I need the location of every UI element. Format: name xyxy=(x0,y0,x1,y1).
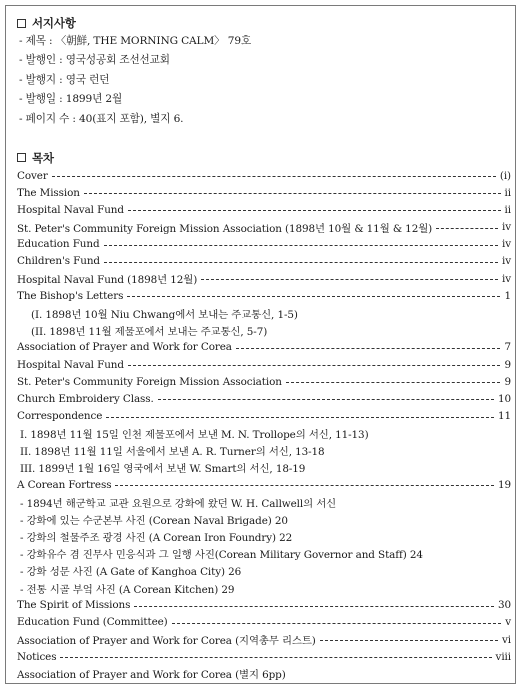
toc-entry-title: Hospital Naval Fund (1898년 12월) xyxy=(17,274,198,287)
toc-entry xyxy=(17,253,511,270)
toc-entry-title: - 강화에 있는 수군본부 사진 (Corean Naval Brigade) 20 xyxy=(20,514,288,527)
bibliographic-publisher-line: - 발행인 : 영국성공회 조선선교회 xyxy=(19,54,170,67)
toc-dash-leader xyxy=(172,623,502,624)
toc-entry-page: 11 xyxy=(497,410,511,423)
toc-entry xyxy=(17,184,511,201)
toc-dash-leader xyxy=(201,279,498,280)
toc-entry-title: The Bishop's Letters xyxy=(17,289,124,302)
toc-entry xyxy=(17,614,511,631)
toc-entry xyxy=(17,167,511,184)
toc-entry-title: (II. 1898년 11월 제물포에서 보내는 주교통신, 5-7) xyxy=(31,325,268,338)
toc-entry-title: - 강화의 철물주조 광경 사진 (A Corean Iron Foundry) 22 xyxy=(20,531,293,544)
contents-heading xyxy=(17,149,511,167)
toc-entry-title: St. Peter's Community Foreign Mission Association xyxy=(17,375,282,388)
toc-entry-page: viii xyxy=(495,650,511,663)
toc-entry-page: iv xyxy=(502,221,511,234)
toc-entry xyxy=(17,408,511,425)
toc-entry-page: (i) xyxy=(499,169,511,182)
toc-entry-title: Education Fund xyxy=(17,238,100,251)
toc-dash-leader xyxy=(134,606,494,607)
toc-entry-page: v xyxy=(505,616,511,629)
toc-entry-page: ii xyxy=(504,186,511,199)
toc-entry xyxy=(17,339,511,356)
toc-dash-leader xyxy=(104,262,498,263)
toc-entry-title: III. 1899년 1월 16일 영국에서 보낸 W. Smart의 서신, 18-19 xyxy=(20,463,306,476)
toc-dash-leader xyxy=(60,657,491,658)
toc-dash-leader xyxy=(286,382,501,383)
toc-entry xyxy=(17,219,511,236)
toc-entry-title: Education Fund (Committee) xyxy=(17,616,168,629)
toc-entry-title: Cover xyxy=(17,169,48,182)
toc-entry xyxy=(17,545,511,562)
toc-entry-title: Correspondence xyxy=(17,410,103,423)
toc-entry xyxy=(17,476,511,493)
toc-entry xyxy=(17,562,511,579)
toc-entry xyxy=(17,511,511,528)
checkbox-square-icon xyxy=(17,19,26,28)
document-frame xyxy=(5,5,516,684)
toc-dash-leader xyxy=(106,417,494,418)
toc-entry-page: ii xyxy=(504,203,511,216)
toc-entry-title: St. Peter's Community Foreign Mission Association (1898년 10월 & 11월 & 12월) xyxy=(17,222,433,235)
document-body xyxy=(17,14,511,683)
toc-entry xyxy=(17,665,511,682)
toc-entry-title: - 강화 성문 사진 (A Gate of Kanghoa City) 26 xyxy=(20,566,242,579)
toc-dash-leader xyxy=(115,485,494,486)
toc-entry-title: The Spirit of Missions xyxy=(17,599,131,612)
toc-entry-page: iv xyxy=(502,238,511,251)
toc-entry xyxy=(17,287,511,304)
toc-entry-page: iv xyxy=(502,255,511,268)
toc-entry xyxy=(17,494,511,511)
toc-entry xyxy=(17,373,511,390)
toc-entry-title: Association of Prayer and Work for Corea (별지 6pp) xyxy=(17,669,286,682)
toc-entry-title: The Mission xyxy=(17,186,80,199)
checkbox-square-icon xyxy=(17,153,26,162)
toc-entry-title: I. 1898년 11월 15일 인천 제물포에서 보낸 M. N. Trollope의 서신, 11-13) xyxy=(20,428,369,441)
toc-entry xyxy=(17,304,511,321)
toc-entry-page: 9 xyxy=(504,375,511,388)
toc-entry xyxy=(17,528,511,545)
toc-entry xyxy=(17,201,511,218)
toc-entry-page: 9 xyxy=(504,358,511,371)
toc-entry xyxy=(17,270,511,287)
toc-entry xyxy=(17,322,511,339)
toc-entry xyxy=(17,579,511,596)
toc-entry-title: (I. 1898년 10월 Niu Chwang에서 보내는 주교통신, 1-5) xyxy=(31,308,298,321)
toc-entry-page: 19 xyxy=(497,478,511,491)
toc-entry xyxy=(17,648,511,665)
toc-dash-leader xyxy=(84,193,501,194)
bibliographic-pages-line: - 페이지 수 : 40(표지 포함), 별지 6. xyxy=(19,112,184,125)
toc-entry-page: iv xyxy=(502,272,511,285)
toc-dash-leader xyxy=(158,399,494,400)
contents-heading-text: 목차 xyxy=(32,150,54,165)
toc-entry-page: 1 xyxy=(504,289,511,302)
toc-dash-leader xyxy=(52,176,496,177)
toc-entry xyxy=(17,236,511,253)
toc-entry xyxy=(17,425,511,442)
toc-entry-title: Association of Prayer and Work for Corea xyxy=(17,341,232,354)
toc-entry-page: vi xyxy=(502,633,511,646)
toc-dash-leader xyxy=(436,228,498,229)
toc-entry-title: Hospital Naval Fund xyxy=(17,358,124,371)
toc-entry-title: Church Embroidery Class. xyxy=(17,392,154,405)
bibliographic-place-line: - 발행지 : 영국 런던 xyxy=(19,73,110,86)
toc-entry xyxy=(17,442,511,459)
toc-entry xyxy=(17,597,511,614)
toc-entry-title: - 전통 시골 부엌 사진 (A Corean Kitchen) 29 xyxy=(20,583,235,596)
toc-entry-title: Association of Prayer and Work for Corea (지역총무 리스트) xyxy=(17,635,316,648)
toc-dash-leader xyxy=(128,210,501,211)
bibliographic-list xyxy=(17,32,511,129)
toc-entry xyxy=(17,390,511,407)
toc-dash-leader xyxy=(104,245,498,246)
toc-dash-leader xyxy=(320,640,498,641)
toc-entry-title: A Corean Fortress xyxy=(17,478,112,491)
toc-entry-page: 30 xyxy=(497,599,511,612)
toc-entry-title: Hospital Naval Fund xyxy=(17,203,124,216)
bibliographic-heading xyxy=(17,14,511,32)
toc-entry-page: 10 xyxy=(497,392,511,405)
toc-entry-title: - 강화유수 겸 진무사 민응식과 그 일행 사진(Corean Military Governor and Staff) 24 xyxy=(20,549,423,562)
toc-entry-title: Notices xyxy=(17,650,57,663)
bibliographic-title-line: - 제목 : 〈朝鮮, THE MORNING CALM〉 79호 xyxy=(19,35,252,47)
bibliographic-heading-text: 서지사항 xyxy=(32,16,76,30)
bibliographic-date-line: - 발행일 : 1899년 2월 xyxy=(19,93,123,106)
toc-entry-page: 7 xyxy=(504,341,511,354)
toc-dash-leader xyxy=(236,348,501,349)
toc-entry xyxy=(17,356,511,373)
toc-entry-title: II. 1898년 11월 11일 서울에서 보낸 A. R. Turner의 서신, 13-18 xyxy=(20,446,325,459)
toc-entry xyxy=(17,459,511,476)
toc-dash-leader xyxy=(127,296,500,297)
toc-entry-title: Children's Fund xyxy=(17,255,100,268)
toc-entry xyxy=(17,631,511,648)
table-of-contents xyxy=(17,167,511,683)
toc-dash-leader xyxy=(128,365,501,366)
toc-entry-title: - 1894년 해군학교 교관 요원으로 강화에 왔던 W. H. Callwell의 서신 xyxy=(20,497,337,510)
